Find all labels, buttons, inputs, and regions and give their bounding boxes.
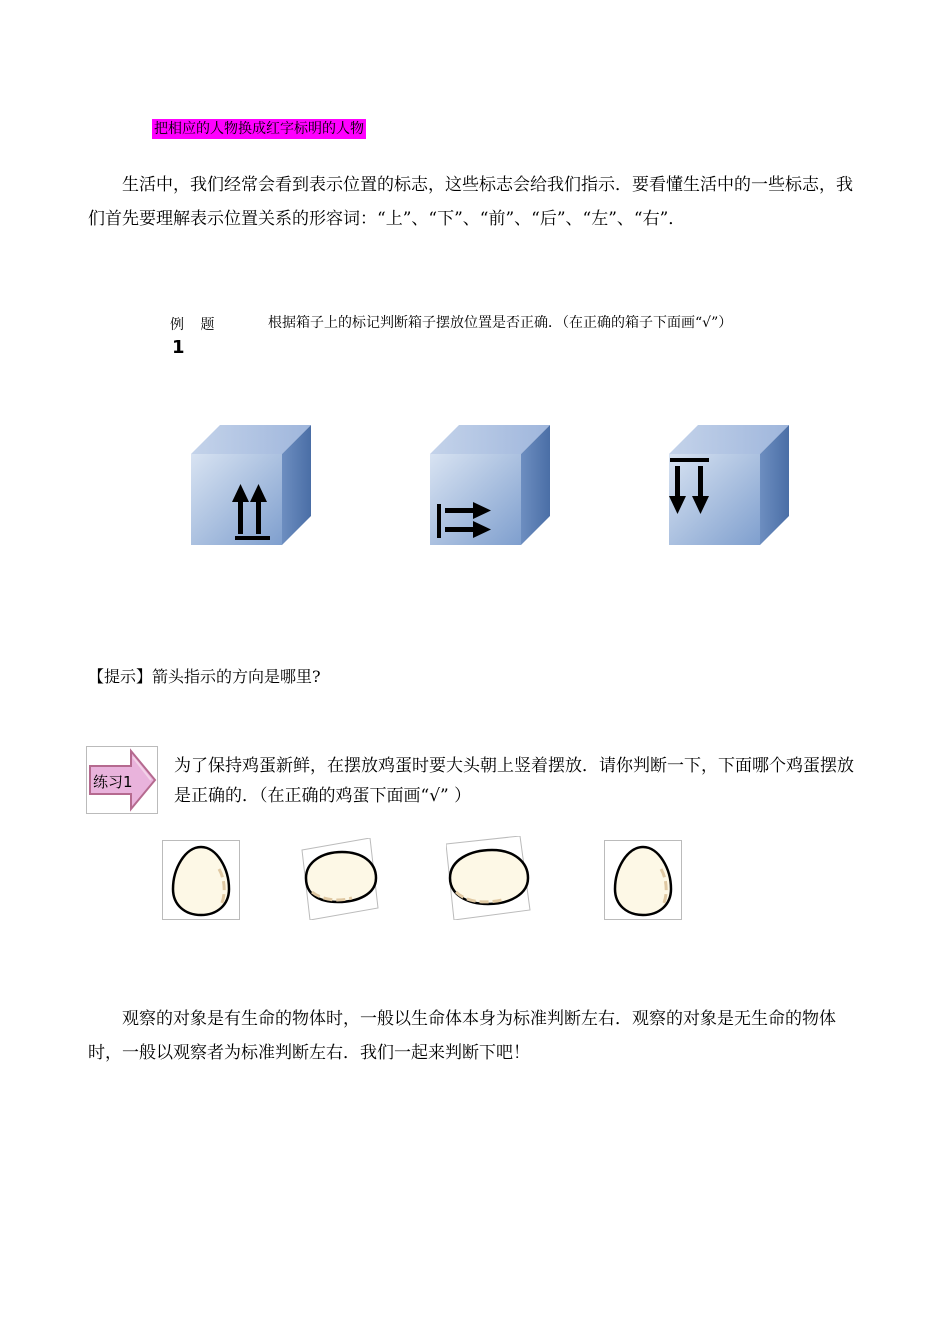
egg-upright-icon [163, 841, 239, 919]
box-arrow-right [429, 424, 553, 548]
egg-option-3 [446, 836, 522, 914]
box-arrow-up [190, 424, 314, 548]
instruction-banner: 把相应的人物换成红字标明的人物 [154, 121, 364, 137]
egg-option-2 [300, 838, 376, 916]
practice-badge-label: 练习1 [93, 773, 133, 791]
practice-badge [86, 746, 158, 814]
conclusion-paragraph: 观察的对象是有生命的物体时，一般以生命体本身为标准判断左右．观察的对象是无生命的物体时，一般以观察者为标准判断左右．我们一起来判断下吧！ [88, 1009, 836, 1063]
egg-option-1 [162, 840, 240, 920]
example-number: 1 [172, 337, 185, 358]
hint-text: 【提示】箭头指示的方向是哪里? [88, 667, 321, 686]
example-question: 根据箱子上的标记判断箱子摆放位置是否正确．（在正确的箱子下面画“√”） [268, 315, 733, 331]
egg-lying-icon [446, 836, 534, 920]
box-arrow-down [668, 424, 792, 548]
egg-option-4 [604, 840, 682, 920]
example-label: 例 题 [170, 317, 221, 333]
intro-paragraph: 生活中，我们经常会看到表示位置的标志，这些标志会给我们指示．要看懂生活中的一些标志，我们首先要理解表示位置关系的形容词：“上”、“下”、“前”、“后”、“左”、“右”． [88, 175, 853, 229]
egg-upright-icon [605, 841, 681, 919]
practice-question: 为了保持鸡蛋新鲜，在摆放鸡蛋时要大头朝上竖着摆放．请你判断一下，下面哪个鸡蛋摆放是正确的．（在正确的鸡蛋下面画“√” ） [174, 756, 854, 806]
egg-lying-icon [300, 838, 380, 920]
